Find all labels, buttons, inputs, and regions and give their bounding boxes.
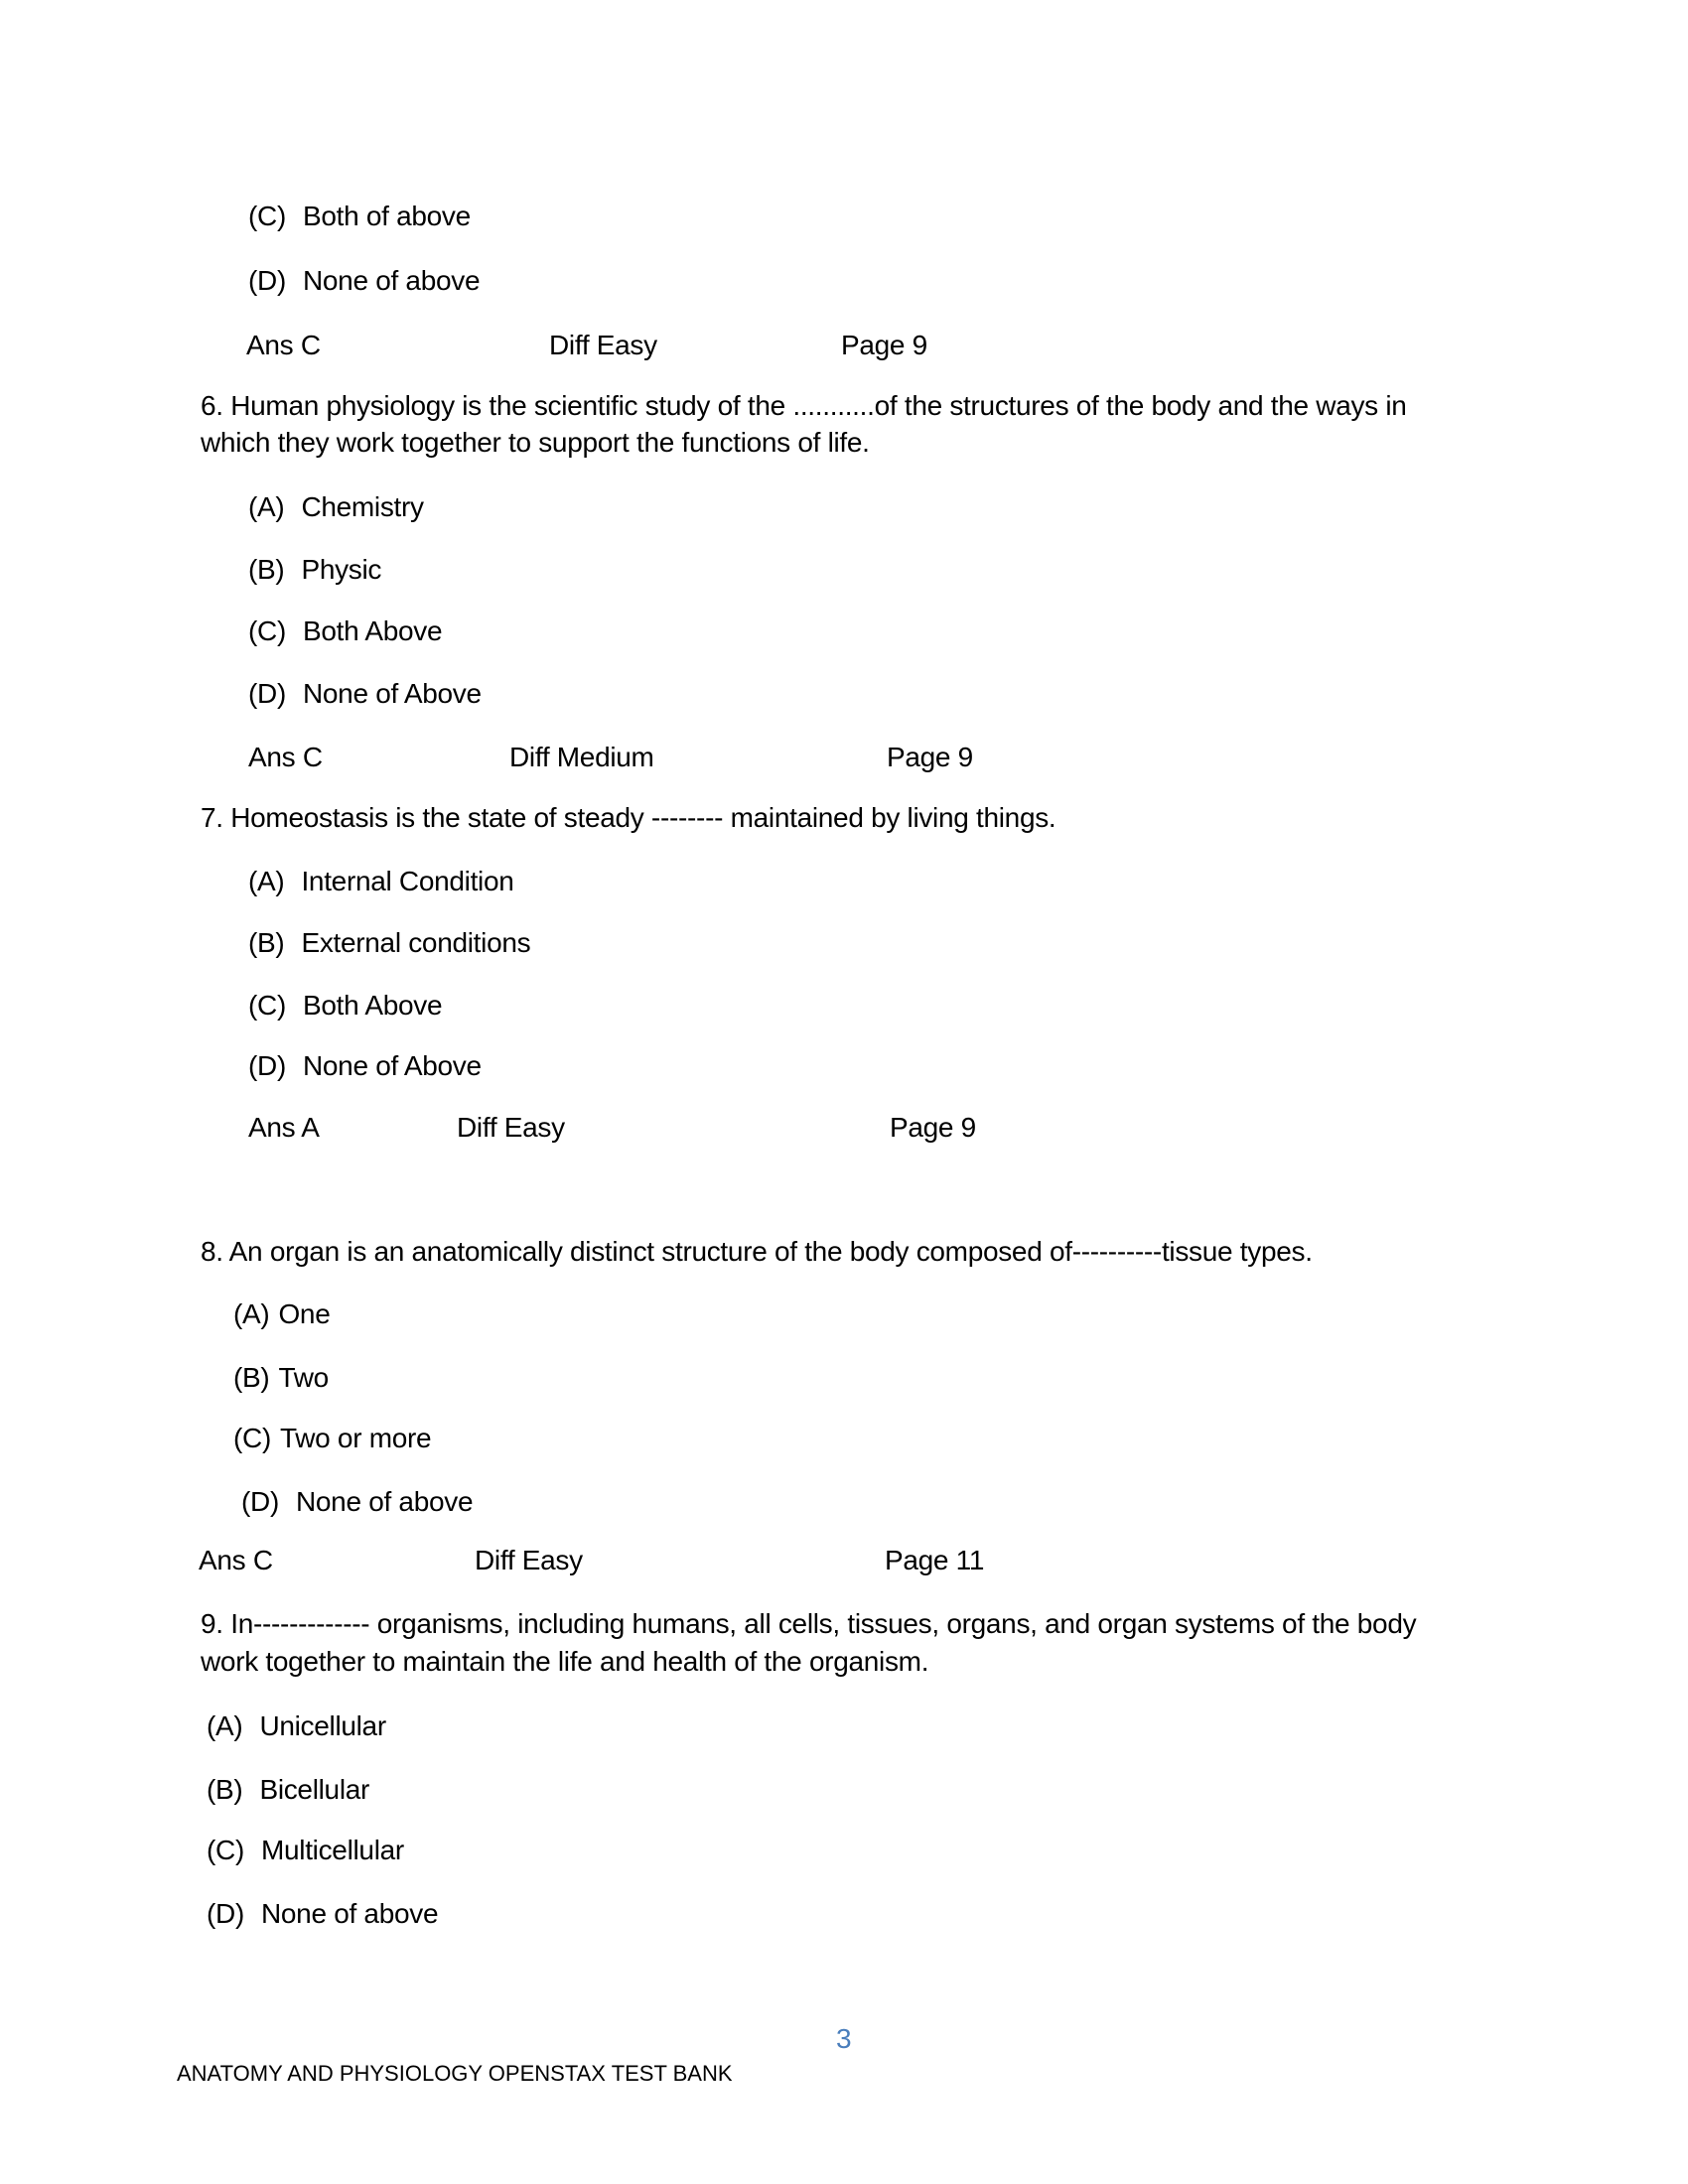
option-row bbox=[248, 676, 482, 712]
page-ref: Page 11 bbox=[885, 1545, 985, 1575]
option-label: Bicellular bbox=[259, 1774, 370, 1805]
answer-value: Ans C bbox=[246, 330, 321, 360]
difficulty-value: Diff Easy bbox=[475, 1545, 583, 1575]
option-row bbox=[233, 1297, 330, 1332]
answer-value: Ans C bbox=[248, 742, 323, 772]
option-marker: (C) bbox=[248, 615, 286, 646]
option-row bbox=[248, 988, 442, 1024]
option-label: None of above bbox=[302, 265, 481, 296]
option-row bbox=[248, 614, 442, 649]
option-label: External conditions bbox=[301, 927, 531, 958]
option-marker: (D) bbox=[248, 265, 286, 296]
option-label: Two or more bbox=[279, 1423, 432, 1453]
question-text-line: work together to maintain the life and health of the organism. bbox=[201, 1646, 929, 1677]
difficulty-value: Diff Easy bbox=[457, 1112, 565, 1143]
option-label: Unicellular bbox=[259, 1710, 386, 1741]
option-label: Physic bbox=[301, 554, 382, 585]
option-label: None of Above bbox=[302, 1050, 482, 1081]
option-marker: (A) bbox=[248, 866, 285, 896]
question-text-line: 9. In------------- organisms, including humans, all cells, tissues, organs, and organ systems of the body bbox=[201, 1608, 1417, 1639]
option-label: Chemistry bbox=[301, 491, 424, 522]
option-row bbox=[207, 1708, 386, 1744]
option-marker: (C) bbox=[248, 201, 286, 231]
option-marker: (B) bbox=[207, 1774, 243, 1805]
option-marker: (A) bbox=[207, 1710, 243, 1741]
question-text-line: 7. Homeostasis is the state of steady -------- maintained by living things. bbox=[201, 802, 1056, 833]
answer-value: Ans A bbox=[248, 1112, 320, 1143]
option-row bbox=[207, 1772, 369, 1808]
page-number: 3 bbox=[836, 2023, 852, 2054]
option-marker: (C) bbox=[248, 990, 286, 1021]
option-row bbox=[207, 1896, 438, 1932]
option-label: None of above bbox=[295, 1486, 474, 1517]
option-row bbox=[241, 1484, 473, 1520]
page-ref: Page 9 bbox=[890, 1112, 976, 1143]
difficulty-value: Diff Easy bbox=[549, 330, 657, 360]
option-row bbox=[248, 263, 480, 299]
question-text-line: 6. Human physiology is the scientific study of the ...........of the structures of the body and the ways in bbox=[201, 390, 1407, 421]
option-row bbox=[248, 199, 471, 234]
page-ref: Page 9 bbox=[841, 330, 927, 360]
option-label: Two bbox=[278, 1362, 329, 1393]
option-label: None of Above bbox=[302, 678, 482, 709]
option-label: Internal Condition bbox=[301, 866, 514, 896]
page-ref: Page 9 bbox=[887, 742, 973, 772]
option-row bbox=[248, 864, 514, 899]
option-marker: (B) bbox=[233, 1362, 270, 1393]
option-row bbox=[248, 489, 424, 525]
option-row bbox=[207, 1833, 404, 1868]
option-marker: (D) bbox=[248, 1050, 286, 1081]
option-marker: (C) bbox=[233, 1423, 271, 1453]
option-label: Both of above bbox=[302, 201, 471, 231]
option-marker: (B) bbox=[248, 554, 285, 585]
option-marker: (A) bbox=[248, 491, 285, 522]
answer-value: Ans C bbox=[199, 1545, 273, 1575]
option-marker: (D) bbox=[207, 1898, 244, 1929]
option-marker: (D) bbox=[248, 678, 286, 709]
option-marker: (C) bbox=[207, 1835, 244, 1865]
option-row bbox=[248, 552, 381, 588]
difficulty-value: Diff Medium bbox=[509, 742, 654, 772]
option-row bbox=[248, 1048, 482, 1084]
option-marker: (A) bbox=[233, 1298, 270, 1329]
option-label: Both Above bbox=[302, 990, 443, 1021]
option-row bbox=[233, 1421, 431, 1456]
option-label: Multicellular bbox=[260, 1835, 404, 1865]
option-label: One bbox=[278, 1298, 331, 1329]
option-marker: (B) bbox=[248, 927, 285, 958]
option-label: None of above bbox=[260, 1898, 439, 1929]
option-label: Both Above bbox=[302, 615, 443, 646]
option-row bbox=[233, 1360, 329, 1396]
option-marker: (D) bbox=[241, 1486, 279, 1517]
footer-title: ANATOMY AND PHYSIOLOGY OPENSTAX TEST BANK bbox=[177, 2061, 733, 2086]
option-row bbox=[248, 925, 530, 961]
question-text-line: which they work together to support the functions of life. bbox=[201, 427, 870, 458]
question-text-line: 8. An organ is an anatomically distinct structure of the body composed of----------tissue types. bbox=[201, 1236, 1313, 1267]
